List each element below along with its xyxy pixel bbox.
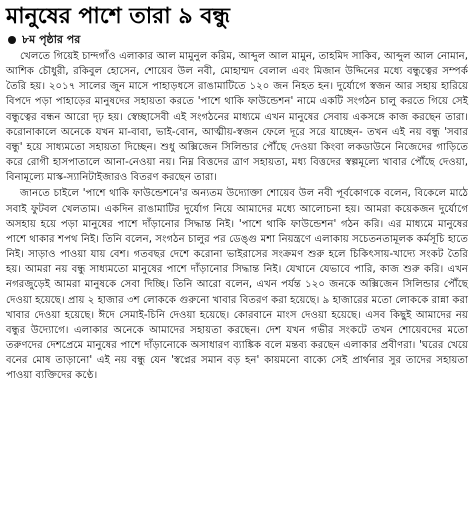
article-headline: মানুষের পাশে তারা ৯ বন্ধু [6,4,230,29]
bullet-icon [8,36,16,44]
continued-text: ৮ম পৃষ্ঠার পর [22,33,81,46]
article-body [6,49,468,383]
article-paragraph-2: জানতে চাইলে 'পাশে থাকি ফাউন্ডেশনে'র অন্যতম উদ্যোক্তা শোয়েব উল নবী পূর্বকোণকে বলেন, বিকেলে মাঠে সবাই ফুটবল খেলতাম। একদিন রাঙামাটির দুর্যোগ নিয়ে আমাদের মধ্যে আলোচনা হয়। আমরা কয়েকজন দুর্যোগে অসহায় হয়ে পড়া মানুষের পাশে দাঁড়ানোর সিদ্ধান্ত নিই। 'পাশে থাকি ফাউন্ডেশন' গঠন করি। এর মাধ্যমে মানুষের পাশে থাকার শপথ নিই। তিনি বলেন, সংগঠন চালুর পর ডেঙ্গু মশা নিয়ন্ত্রণে এলাকায় সচেতনতামূলক কর্মসূচি হাতে নিই। সাড়াও পাওয়া যায় বেশ। গতবছর দেশে করোনা ভাইরাসের সংক্রমণ শুরু হলে চিকিৎসায়-খাদ্যে সংকট তৈরি হয়। আমরা নয় বন্ধু সাধ্যমতো মানুষের পাশে দাঁড়ানোর সিদ্ধান্ত নিই। যেখানে যেভাবে পারি, কাজ শুরু করি। এখন নগরজুড়েই আমরা মানুষকে সেবা দিচ্ছি। তিনি আরো বলেন, এখন পর্যন্ত ১২০ জনকে অক্সিজেন সিলিন্ডার পৌঁছে দেওয়া হয়েছে। প্রায় ২ হাজার ৩শ লোককে গুরুনো খাবার বিতরণ করা হয়েছে। ৯ হাজারের মতো লোককে রান্না করা খাবার দেওয়া হয়েছে। ঈদে সেমাই-চিনি দেওয়া হয়েছে। কোরবানে মাংস দেওয়া হয়েছে। এসব কিছুই আমাদের নয় বন্ধুর উদ্যোগে। এলাকার অনেকে আমাদের সহায়তা করছেন। দেশ যখন গভীর সংকটে তখন শোয়েবদের মতো তরুণদের দেশপ্রেমে মানুষের পাশে দাঁড়ানোকে অসাধারণ ব্যাঙ্কিক বলে মন্তব্য করছেন এলাকার প্রবীণরা। 'ঘরের খেয়ে বনের মোষ তাড়ানো' এই নয় বন্ধু যেন 'স্বপ্নের সমান বড় হন' কায়মনো বাক্যে সেই প্রার্থনার সুর তাদের সহায়তা পাওয়া ব্যক্তিদের কণ্ঠে। [6,188,468,382]
continued-from-label [8,32,468,48]
article-paragraph-1: খেলতে গিয়েই চান্দগাঁও এলাকার আল মামুনুল করিম, আব্দুল আল মামুন, তাহমিদ সাকিব, আব্দুল আল নোমান, আশিক চৌধুরী, রকিবুল হোসেন, শোয়েব উল নবী, মোহাম্মদ বেলাল এবং মিজান উদ্দিনের মধ্যে বন্ধুত্বের সম্পর্ক তৈরি হয়। ২০১৭ সালের জুন মাসে পাহাড়ধসে রাঙামাটিতে ১২০ জন নিহত হন। দুর্যোগে স্বজন আর সহায় হারিয়ে বিপদে পড়া পাহাড়ের মানুষদের সহায়তা করতে 'পাশে থাকি ফাউন্ডেশন' নামে একটি সংগঠন চালু করতে গিয়ে সেই বন্ধুত্বের বন্ধন আরো দৃঢ় হয়। স্বেচ্ছাসেবী এই সংগঠনের মাধ্যমে এখন মানুষের সেবায় একসঙ্গে কাজ করছেন তারা। করোনাকালে অনেকে যখন মা-বাবা, ভাই-বোন, আত্মীয়-স্বজন ফেলে দূরে সরে যাচ্ছেন- তখন এই নয় বন্ধু 'সবার বন্ধু' হয়ে সাধ্যমতো সহায়তা দিচ্ছেন। শুধু অক্সিজেন সিলিন্ডার পৌঁছে দেওয়া কিংবা লকডাউনে নিজেদের গাড়িতে করে রোগী হাসপাতালে আনা-নেওয়া নয়। নিম্ন বিত্তদের ত্রাণ সহায়তা, মধ্য বিত্তদের স্বল্পমূল্যে খাবার পৌঁছে দেওয়া, বিনামূল্যে মাস্ক-স্যানিটাইজারও বিতরণ করছেন তারা। [6,51,468,184]
